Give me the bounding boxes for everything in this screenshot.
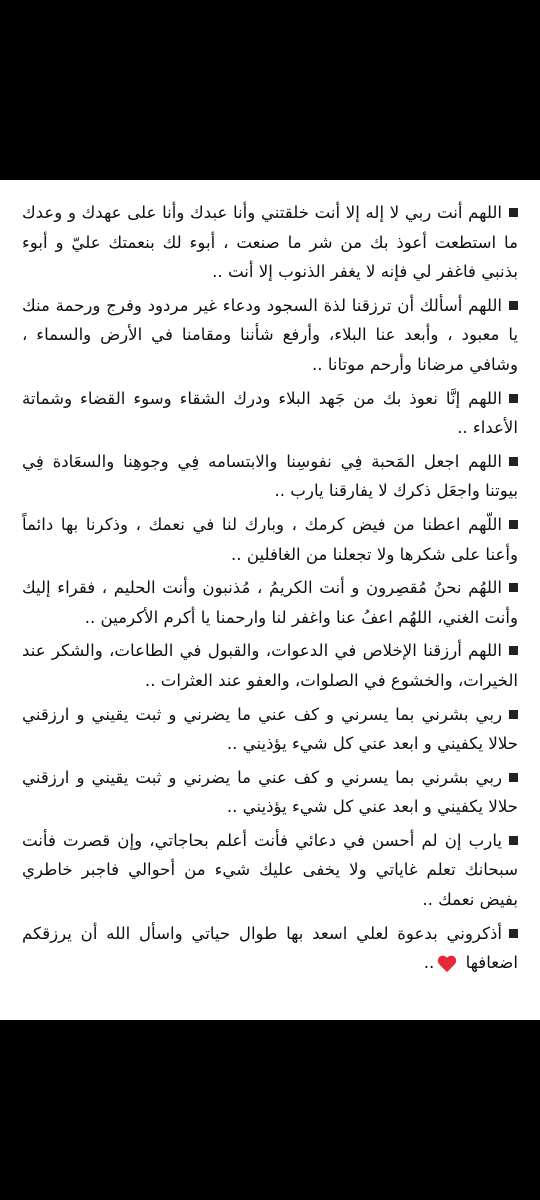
- dua-text: ربي بشرني بما يسرني و كف عني ما يضرني و ثبت يقيني و ارزقني حلالا يكفيني و ابعد عني كل شيء يؤذيني ..: [22, 704, 518, 754]
- closing-dots: ..: [423, 953, 435, 973]
- bullet-square-icon: [509, 520, 518, 529]
- dua-text: اللهم أسألك أن ترزقنا لذة السجود ودعاء غير مردود وفرج ورحمة منك يا معبود ، وأبعد عنا البلاء، وأرفع شأننا ومقامنا في الأرض والسماء ، وشافي مرضانا وأرحم موتانا ..: [22, 295, 518, 374]
- note-card: [0, 180, 540, 1020]
- dua-paragraph: [22, 826, 518, 915]
- bullet-square-icon: [509, 646, 518, 655]
- bullet-square-icon: [509, 301, 518, 310]
- top-black-band: [0, 0, 540, 180]
- dua-paragraph-last: [22, 919, 518, 978]
- bullet-square-icon: [509, 394, 518, 403]
- dua-paragraph: [22, 198, 518, 287]
- note-body: [22, 198, 518, 978]
- dua-text: اللهم اجعل المَحبة فِي نفوسِنا والابتسامه فِي وجوهِنا والسعَادة فِي بيوتنا واجعَل ذكرك لا يفارقنا يارب ..: [22, 451, 518, 501]
- bullet-square-icon: [509, 929, 518, 938]
- dua-text: اللّهم اعطنا من فيض كرمك ، وبارك لنا في نعمك ، وذكرنا بها دائماً وأعنا على شكرها ولا تجعلنا من الغافلين ..: [22, 514, 518, 564]
- dua-text: اللهم إنَّا نعوذ بك من جَهد البلاء ودرك الشقاء وسوء القضاء وشماتة الأعداء ..: [22, 388, 518, 438]
- dua-text: أذكروني بدعوة لعلي اسعد بها طوال حياتي واسأل الله أن يرزقكم اضعافها: [22, 923, 518, 973]
- dua-text: اللهُم نحنُ مُقصِرون و أنت الكريمُ ، مُذنبون وأنت الحليم ، فقراء إليك وأنت الغني، اللهُم اعفُ عنا واغفر لنا وارحمنا يا أكرم الأكرمين ..: [22, 578, 518, 627]
- bullet-square-icon: [509, 836, 518, 845]
- bullet-square-icon: [509, 208, 518, 217]
- heart-icon: [437, 955, 457, 973]
- dua-text: اللهم أرزقنا الإخلاص في الدعوات، والقبول في الطاعات، والشكر عند الخيرات، والخشوع في الصلوات، والعفو عند العثرات ..: [22, 641, 518, 690]
- bullet-square-icon: [509, 583, 518, 592]
- dua-text: ربي بشرني بما يسرني و كف عني ما يضرني و ثبت يقيني و ارزقني حلالا يكفيني و ابعد عني كل شيء يؤذيني ..: [22, 767, 518, 817]
- bullet-square-icon: [509, 710, 518, 719]
- dua-paragraph: [22, 510, 518, 569]
- dua-paragraph: [22, 573, 518, 632]
- dua-text: اللهم أنت ربي لا إله إلا أنت خلقتني وأنا عبدك وأنا على عهدك و وعدك ما استطعت أعوذ بك من شر ما صنعت ، أبوء لك بنعمتك عليّ و أبوء بذنبي فاغفر لي فإنه لا يغفر الذنوب إلا أنت ..: [22, 203, 518, 282]
- bullet-square-icon: [509, 773, 518, 782]
- dua-text: يارب إن لم أحسن في دعائي فأنت أعلم بحاجاتي، وإن قصرت فأنت سبحانك تعلم غاياتي ولا يخفى عليك شيء من أحوالي فاجبر خاطري بفيض نعمك ..: [22, 830, 518, 910]
- dua-paragraph: [22, 447, 518, 506]
- dua-paragraph: [22, 384, 518, 443]
- dua-paragraph: [22, 700, 518, 759]
- dua-paragraph: [22, 291, 518, 380]
- dua-paragraph: [22, 636, 518, 695]
- bottom-black-band: [0, 1020, 540, 1200]
- dua-paragraph: [22, 763, 518, 822]
- bullet-square-icon: [509, 457, 518, 466]
